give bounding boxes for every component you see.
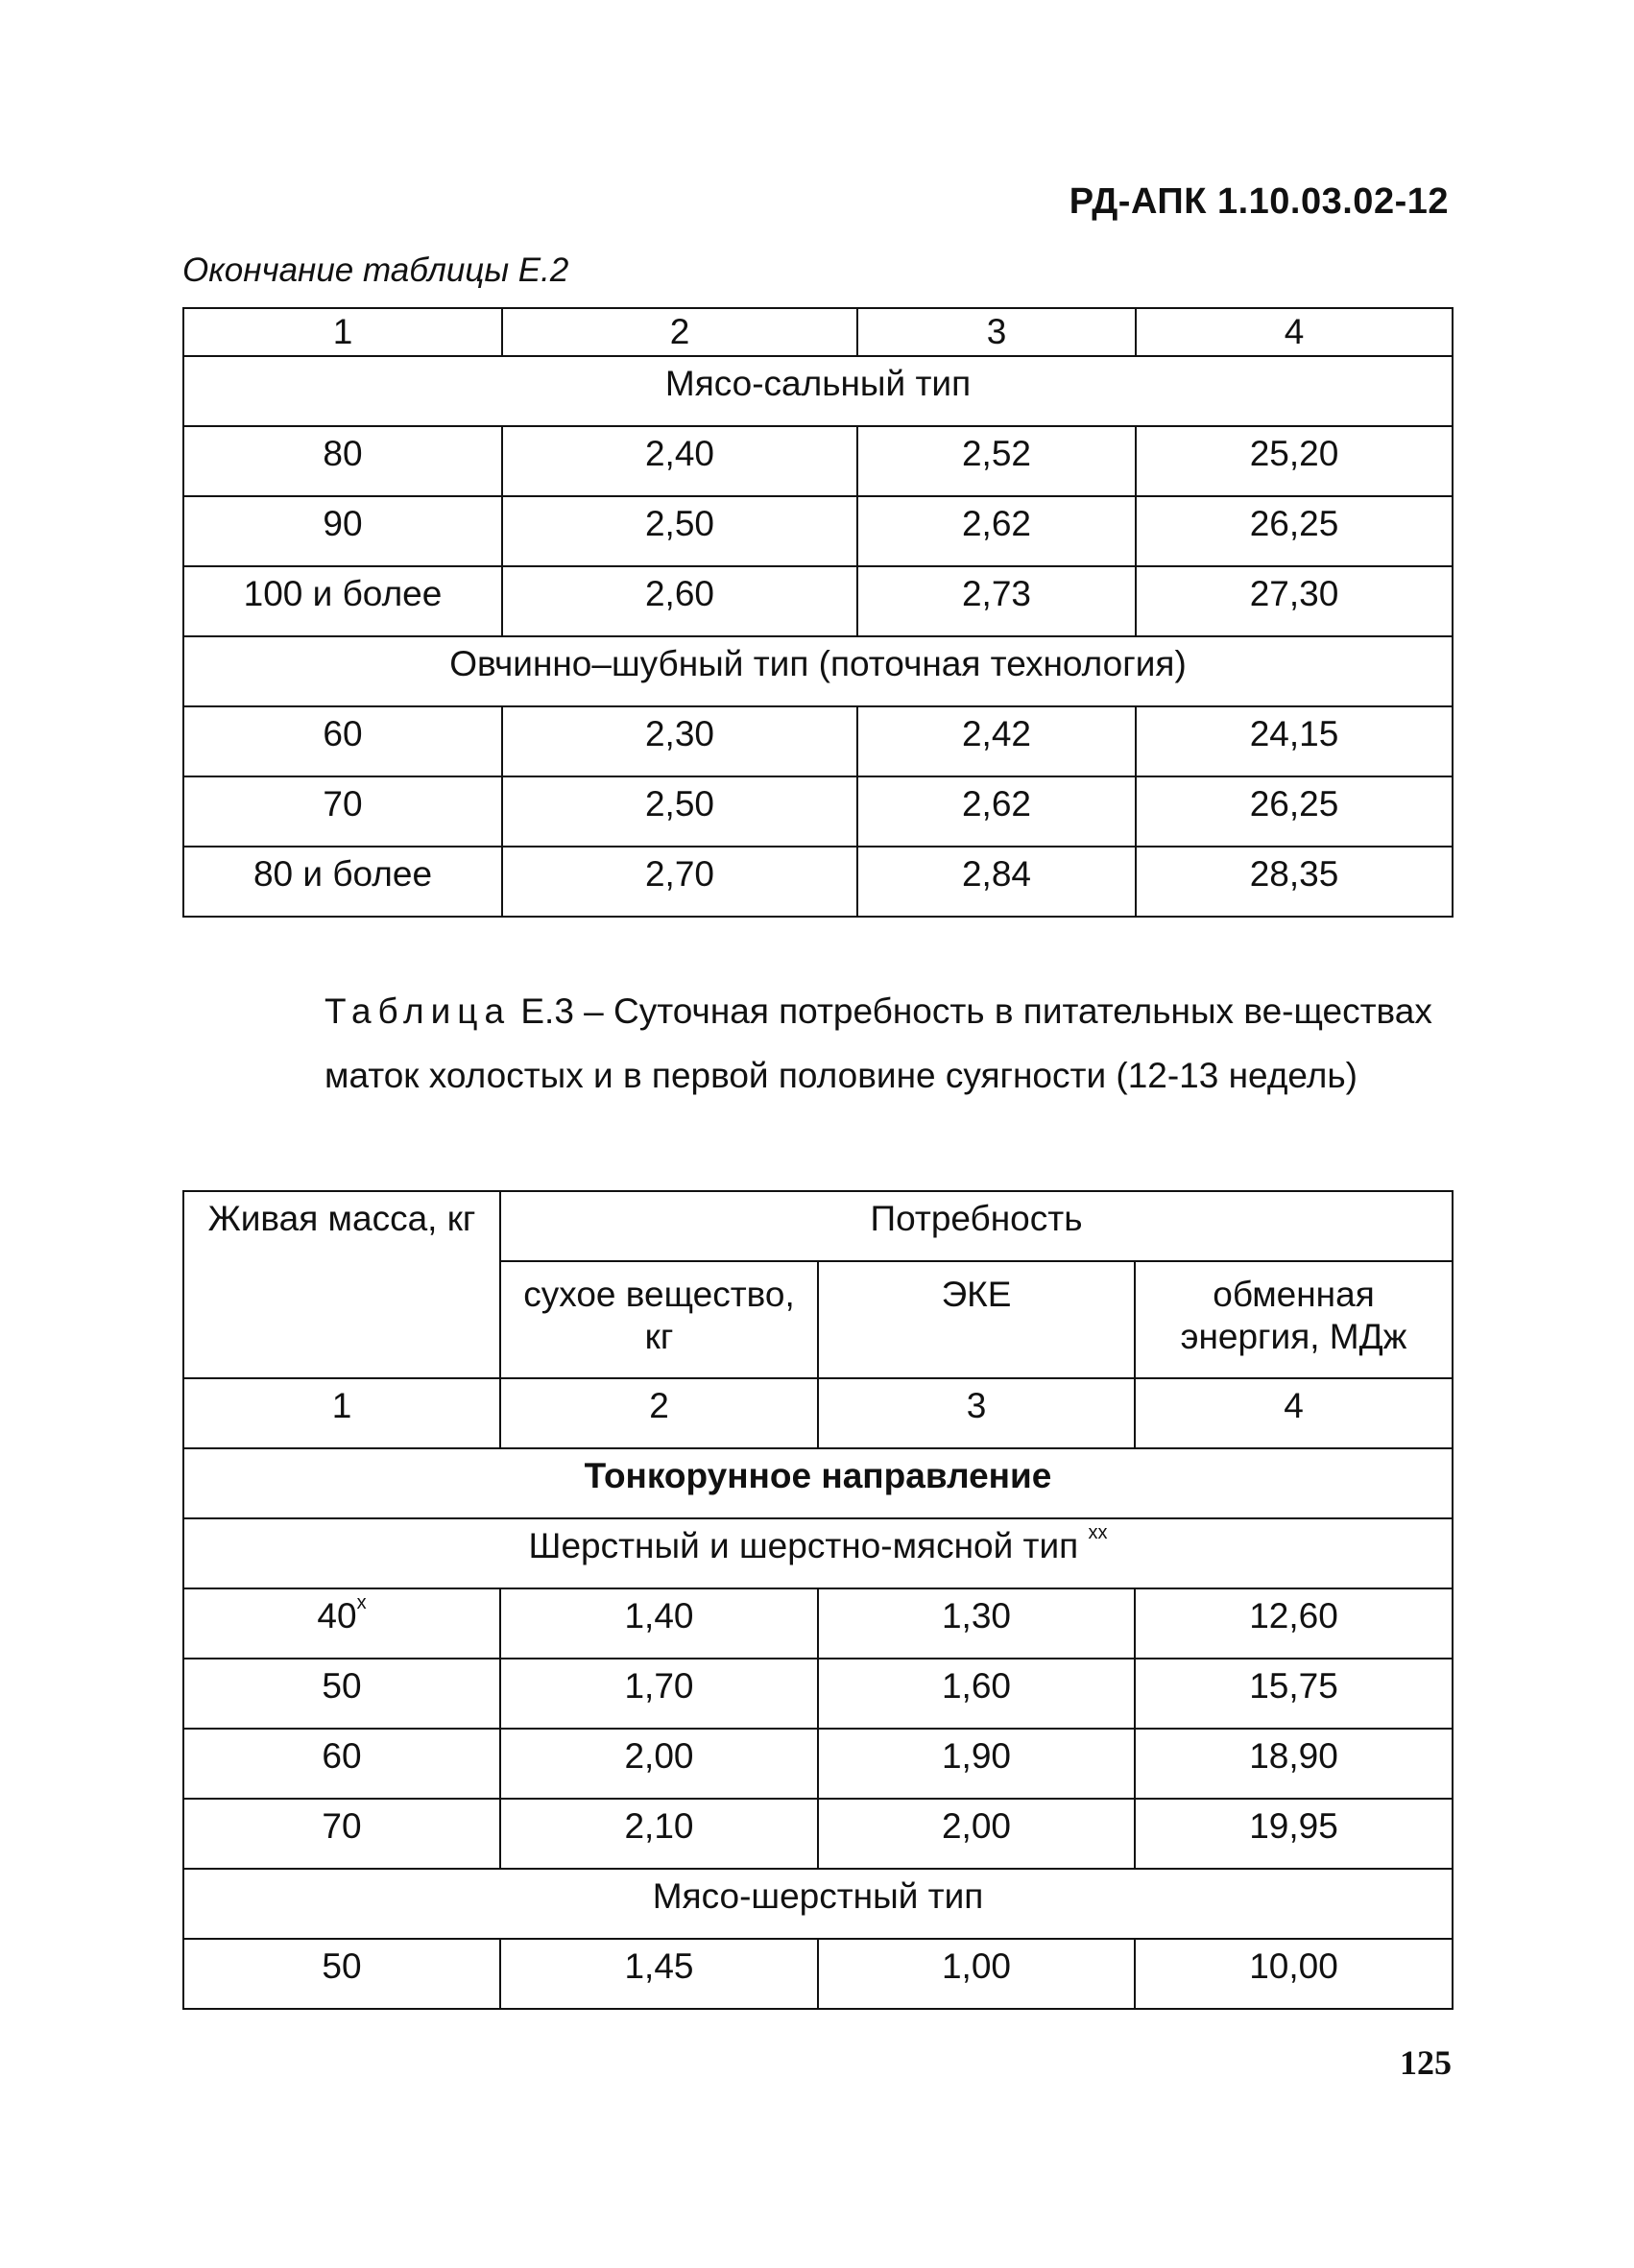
table-e2-caption: Окончание таблицы Е.2 bbox=[182, 251, 569, 289]
table-cell: 2,70 bbox=[502, 847, 857, 917]
table-cell: 27,30 bbox=[1136, 566, 1453, 636]
column-number: 4 bbox=[1135, 1378, 1453, 1448]
table-e3 bbox=[182, 1190, 1454, 2010]
direction-row bbox=[183, 1448, 1453, 1518]
table-cell: 2,62 bbox=[857, 776, 1136, 847]
page-number: 125 bbox=[1400, 2043, 1452, 2082]
table-cell: 2,50 bbox=[502, 776, 857, 847]
table-row bbox=[183, 1939, 1453, 2009]
column-number: 4 bbox=[1136, 308, 1453, 356]
energy-header: обменная энергия, МДж bbox=[1135, 1261, 1453, 1378]
direction-title: Тонкорунное направление bbox=[183, 1448, 1453, 1518]
table-label: Таблица bbox=[324, 991, 512, 1031]
table-cell: 18,90 bbox=[1135, 1729, 1453, 1799]
table-cell: 24,15 bbox=[1136, 706, 1453, 776]
table-row bbox=[183, 496, 1453, 566]
column-number: 3 bbox=[818, 1378, 1135, 1448]
table-row bbox=[183, 847, 1453, 917]
table-e2 bbox=[182, 307, 1454, 918]
table-cell: 2,52 bbox=[857, 426, 1136, 496]
table-cell: 1,90 bbox=[818, 1729, 1135, 1799]
table-cell: 1,40 bbox=[500, 1588, 818, 1659]
column-number: 1 bbox=[183, 308, 502, 356]
table-cell: 28,35 bbox=[1136, 847, 1453, 917]
table-cell: 90 bbox=[183, 496, 502, 566]
table-row bbox=[183, 776, 1453, 847]
table-cell: 2,40 bbox=[502, 426, 857, 496]
column-number: 3 bbox=[857, 308, 1136, 356]
table-cell: 1,60 bbox=[818, 1659, 1135, 1729]
table-cell: 50 bbox=[183, 1659, 500, 1729]
table-cell: 19,95 bbox=[1135, 1799, 1453, 1869]
table-cell: 25,20 bbox=[1136, 426, 1453, 496]
table-row bbox=[183, 1799, 1453, 1869]
table-cell: 1,45 bbox=[500, 1939, 818, 2009]
table-cell: 2,62 bbox=[857, 496, 1136, 566]
table-cell: 50 bbox=[183, 1939, 500, 2009]
table-cell: 2,84 bbox=[857, 847, 1136, 917]
column-number-row bbox=[183, 1378, 1453, 1448]
column-number: 2 bbox=[500, 1378, 818, 1448]
table-cell: 2,10 bbox=[500, 1799, 818, 1869]
group-row bbox=[183, 636, 1453, 706]
table-cell: 100 и более bbox=[183, 566, 502, 636]
table-cell: 1,30 bbox=[818, 1588, 1135, 1659]
table-row bbox=[183, 566, 1453, 636]
cell-value: 40 bbox=[317, 1596, 357, 1635]
footnote-mark: x bbox=[356, 1592, 367, 1613]
group-row bbox=[183, 356, 1453, 426]
table-cell: 70 bbox=[183, 776, 502, 847]
table-cell: 80 bbox=[183, 426, 502, 496]
table-cell: 2,50 bbox=[502, 496, 857, 566]
table-cell: 26,25 bbox=[1136, 776, 1453, 847]
live-weight-header: Живая масса, кг bbox=[183, 1191, 500, 1378]
group-title: Мясо-шерстный тип bbox=[183, 1869, 1453, 1939]
table-cell: 80 и более bbox=[183, 847, 502, 917]
table-cell: 2,60 bbox=[502, 566, 857, 636]
table-cell: 60 bbox=[183, 1729, 500, 1799]
table-cell: 2,00 bbox=[818, 1799, 1135, 1869]
table-cell: 2,00 bbox=[500, 1729, 818, 1799]
column-number: 1 bbox=[183, 1378, 500, 1448]
table-cell: 2,30 bbox=[502, 706, 857, 776]
table-cell: 15,75 bbox=[1135, 1659, 1453, 1729]
table-row bbox=[183, 426, 1453, 496]
eke-header: ЭКЕ bbox=[818, 1261, 1135, 1378]
table-cell: 2,42 bbox=[857, 706, 1136, 776]
group-title: Шерстный и шерстно-мясной тип bbox=[528, 1526, 1079, 1565]
group-row bbox=[183, 1518, 1453, 1588]
table-header-row bbox=[183, 1191, 1453, 1261]
table-row bbox=[183, 1588, 1453, 1659]
need-header: Потребность bbox=[500, 1191, 1453, 1261]
group-row bbox=[183, 1869, 1453, 1939]
table-cell: 1,00 bbox=[818, 1939, 1135, 2009]
table-cell bbox=[183, 1588, 500, 1659]
table-cell: 10,00 bbox=[1135, 1939, 1453, 2009]
table-title-text: Е.3 – Суточная потребность в питательных ве-ществах маток холостых и в первой половине суягности (12-13 недель) bbox=[324, 991, 1432, 1095]
table-cell: 26,25 bbox=[1136, 496, 1453, 566]
table-e3-title bbox=[324, 979, 1457, 1108]
group-title: Мясо-сальный тип bbox=[183, 356, 1453, 426]
dry-matter-header: сухое вещество, кг bbox=[500, 1261, 818, 1378]
table-cell: 12,60 bbox=[1135, 1588, 1453, 1659]
table-row bbox=[183, 1729, 1453, 1799]
table-header-row bbox=[183, 308, 1453, 356]
table-cell: 2,73 bbox=[857, 566, 1136, 636]
table-cell: 60 bbox=[183, 706, 502, 776]
table-cell: 70 bbox=[183, 1799, 500, 1869]
table-row bbox=[183, 1659, 1453, 1729]
table-row bbox=[183, 706, 1453, 776]
footnote-mark: xx bbox=[1088, 1522, 1108, 1543]
column-number: 2 bbox=[502, 308, 857, 356]
group-title: Овчинно–шубный тип (поточная технология) bbox=[183, 636, 1453, 706]
document-code: РД-АПК 1.10.03.02-12 bbox=[1069, 181, 1449, 222]
table-cell: 1,70 bbox=[500, 1659, 818, 1729]
group-title-cell bbox=[183, 1518, 1453, 1588]
